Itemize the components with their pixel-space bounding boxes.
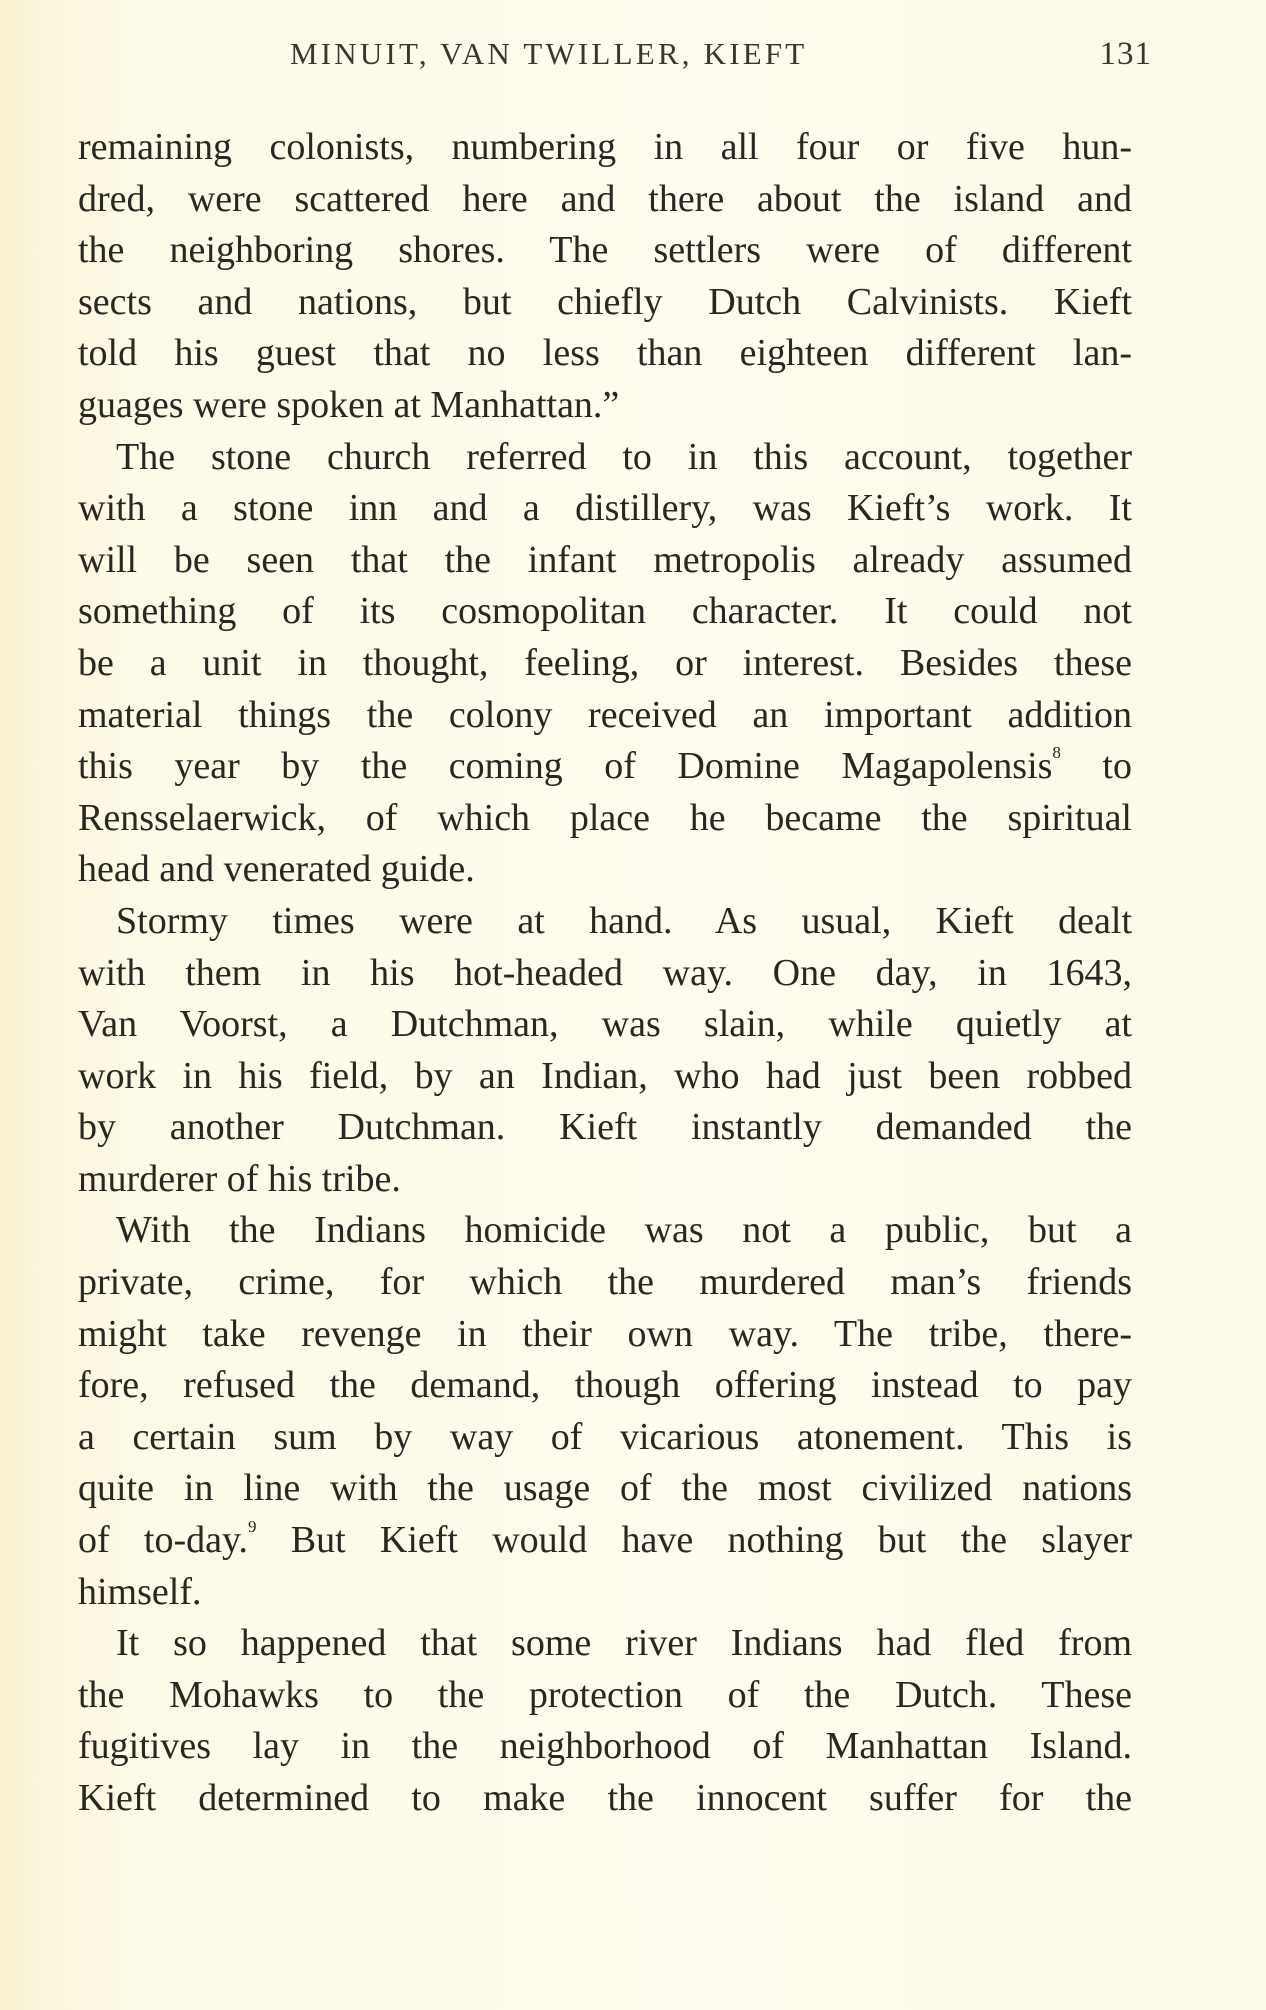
line-text: might take revenge in their own way. The tribe, there-	[78, 1312, 1132, 1355]
line-text: Kieft determined to make the innocent suffer for the	[78, 1777, 1132, 1819]
text-line	[78, 999, 1132, 1051]
line-text: something of its cosmopolitan character. It could not	[78, 590, 1132, 633]
text-line	[78, 948, 1132, 1000]
text-line	[78, 586, 1132, 638]
text-line	[78, 1567, 1132, 1619]
line-text: The stone church referred to in this account, together	[116, 435, 1132, 478]
text-line	[78, 1257, 1132, 1309]
text-line	[78, 174, 1132, 226]
line-text: With the Indians homicide was not a public, but a	[116, 1209, 1132, 1252]
footnote-marker: 9	[248, 1517, 257, 1537]
line-text: Van Voorst, a Dutchman, was slain, while quietly at	[78, 1003, 1132, 1046]
footnote-marker: 8	[1052, 743, 1061, 763]
text-line	[78, 380, 1132, 432]
text-line	[78, 1670, 1132, 1722]
line-text: head and venerated guide.	[78, 848, 475, 891]
line-text: be a unit in thought, feeling, or interest. Besides these	[78, 641, 1132, 684]
line-text: told his guest that no less than eighteen different lan-	[78, 332, 1132, 375]
text-line	[78, 1051, 1132, 1103]
text-line	[78, 122, 1132, 174]
text-line	[78, 638, 1132, 690]
line-text: will be seen that the infant metropolis already assumed	[78, 538, 1132, 581]
line-text: by another Dutchman. Kieft instantly demanded the	[78, 1106, 1132, 1149]
page-number: 131	[1099, 36, 1152, 72]
line-text: with a stone inn and a distillery, was Kieft’s work. It	[78, 487, 1132, 530]
line-text: of to-day.	[78, 1519, 249, 1562]
text-line	[78, 1360, 1132, 1412]
line-text: Rensselaerwick, of which place he became the spiritual	[78, 796, 1132, 839]
running-title: MINUIT, VAN TWILLER, KIEFT	[290, 36, 808, 71]
text-line	[78, 483, 1132, 535]
text-line	[78, 1412, 1132, 1464]
text-line	[78, 793, 1132, 845]
text-line	[78, 1205, 1132, 1257]
text-line	[78, 690, 1132, 742]
body-text	[78, 122, 1132, 1825]
text-line	[78, 1721, 1132, 1773]
text-line	[78, 1154, 1132, 1206]
line-text-continued: But Kieft would have nothing but the slayer	[256, 1519, 1133, 1562]
line-text: himself.	[78, 1570, 202, 1613]
running-head	[290, 36, 1152, 86]
text-line	[78, 225, 1132, 277]
line-text: It so happened that some river Indians had fled from	[116, 1622, 1132, 1665]
text-line	[78, 1309, 1132, 1361]
text-line	[78, 432, 1132, 484]
line-text: work in his field, by an Indian, who had just been robbed	[78, 1054, 1132, 1097]
text-line	[78, 1102, 1132, 1154]
line-text: private, crime, for which the murdered man’s friends	[78, 1261, 1132, 1304]
text-line	[78, 844, 1132, 896]
line-text: with them in his hot-headed way. One day, in 1643,	[78, 951, 1132, 994]
text-line	[78, 1463, 1132, 1515]
line-text: fugitives lay in the neighborhood of Manhattan Island.	[78, 1725, 1132, 1768]
line-text: a certain sum by way of vicarious atonement. This is	[78, 1415, 1132, 1458]
line-text: guages were spoken at Manhattan.”	[78, 383, 620, 426]
line-text: dred, were scattered here and there about the island and	[78, 177, 1132, 220]
line-text: the Mohawks to the protection of the Dutch. These	[78, 1673, 1132, 1716]
line-text: murderer of his tribe.	[78, 1157, 401, 1200]
text-line	[78, 277, 1132, 329]
text-line	[78, 1515, 1132, 1567]
text-line	[78, 328, 1132, 380]
line-text: material things the colony received an important addition	[78, 693, 1132, 736]
text-line	[78, 741, 1132, 793]
text-line	[78, 896, 1132, 948]
text-line	[78, 1773, 1132, 1825]
line-text: fore, refused the demand, though offering instead to pay	[78, 1364, 1132, 1407]
text-line	[78, 1618, 1132, 1670]
line-text-continued: to	[1060, 745, 1132, 788]
line-text: remaining colonists, numbering in all four or five hun-	[78, 126, 1132, 168]
line-text: quite in line with the usage of the most civilized nations	[78, 1467, 1132, 1510]
text-line	[78, 535, 1132, 587]
line-text: this year by the coming of Domine Magapolensis	[78, 745, 1053, 788]
line-text: the neighboring shores. The settlers were of different	[78, 229, 1132, 272]
line-text: Stormy times were at hand. As usual, Kieft dealt	[116, 899, 1132, 942]
line-text: sects and nations, but chiefly Dutch Calvinists. Kieft	[78, 280, 1132, 323]
